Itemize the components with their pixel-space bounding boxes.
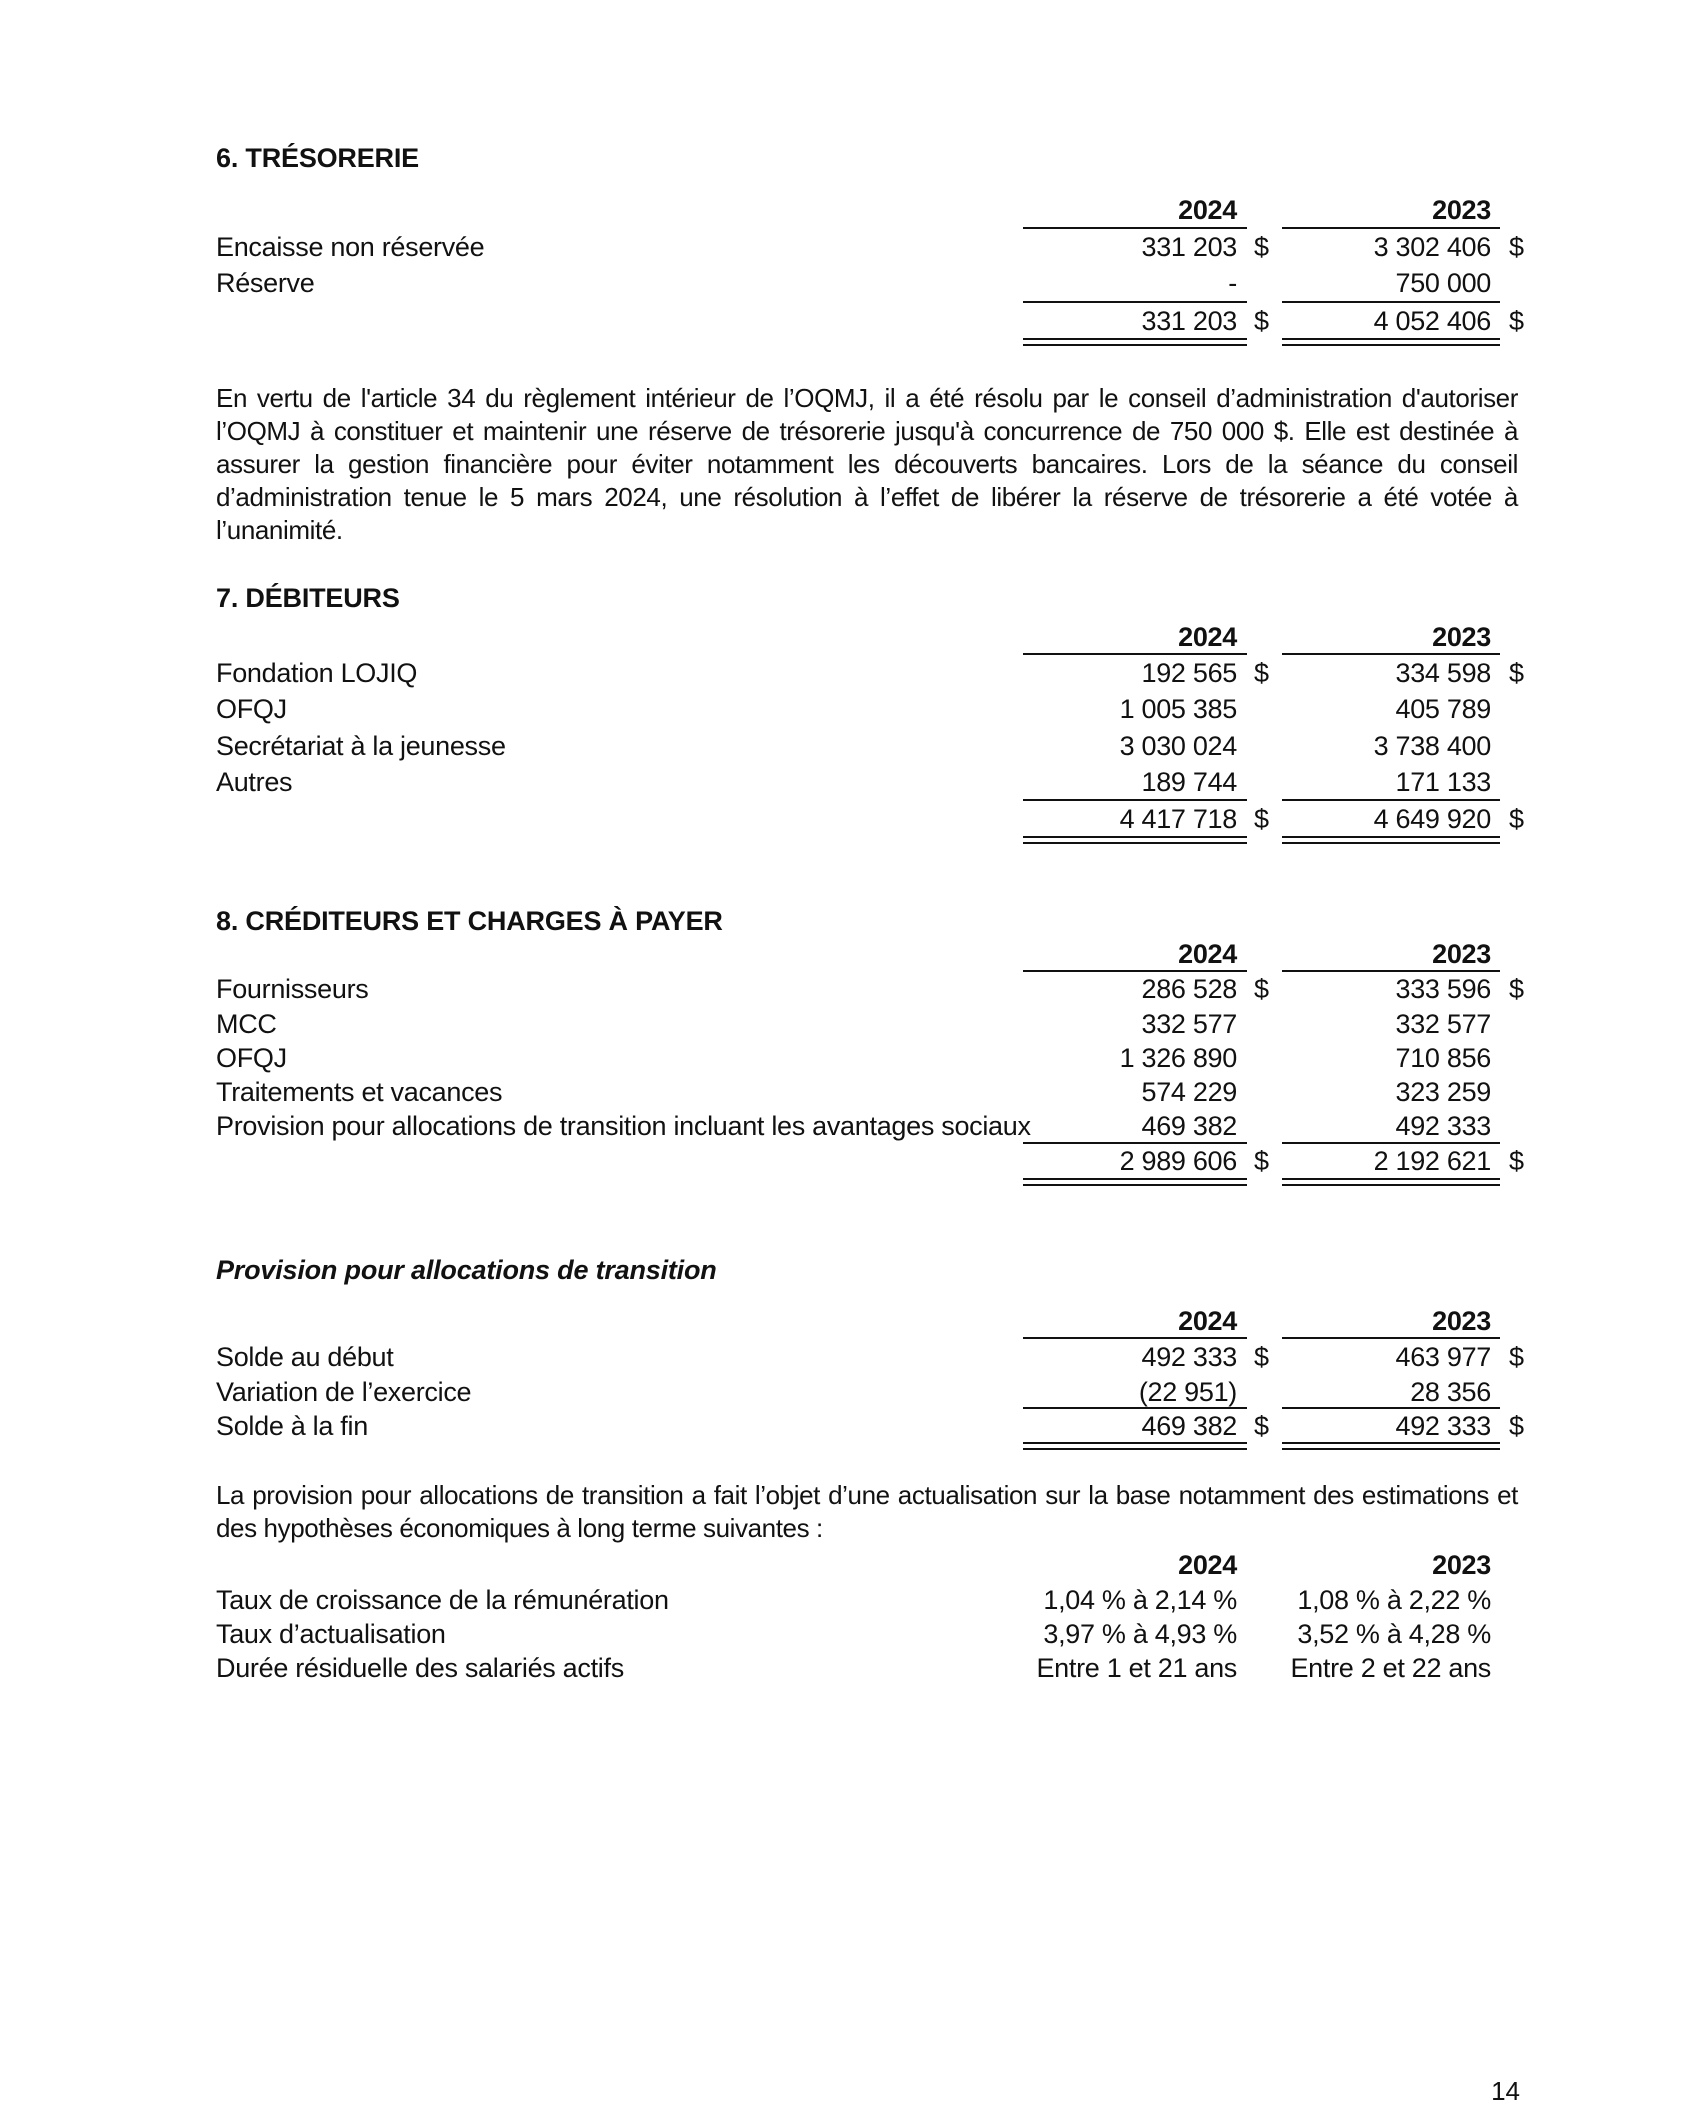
section-7-title: 7. DÉBITEURS [216, 583, 400, 613]
row-label: Fournisseurs [216, 974, 369, 1004]
total-2023: 4 052 406 [1373, 306, 1491, 336]
total-2024: 2 989 606 [1119, 1146, 1237, 1176]
total-2024: 331 203 [1141, 306, 1237, 336]
value-2023: 3,52 % à 4,28 % [1297, 1619, 1491, 1649]
value-2024: 1 005 385 [1119, 694, 1237, 724]
row-label: Taux de croissance de la rémunération [216, 1585, 669, 1615]
year-2024-label: 2024 [1178, 1306, 1237, 1336]
table-row [0, 1583, 1700, 1617]
total-double-rule [1023, 836, 1247, 844]
value-2024: 332 577 [1141, 1009, 1237, 1039]
currency-sign: $ [1254, 1146, 1270, 1176]
currency-sign: $ [1509, 1342, 1525, 1372]
total-double-rule [1282, 338, 1500, 346]
value-2024: 1,04 % à 2,14 % [1043, 1585, 1237, 1615]
value-2023: Entre 2 et 22 ans [1290, 1653, 1491, 1683]
currency-sign: $ [1509, 974, 1525, 1004]
table-row [0, 656, 1700, 690]
value-2024: 331 203 [1141, 232, 1237, 262]
year-2023-label: 2023 [1432, 939, 1491, 969]
total-double-rule [1282, 836, 1500, 844]
year-2024-label: 2024 [1178, 195, 1237, 225]
total-double-rule [1023, 338, 1247, 346]
total-2023: 2 192 621 [1373, 1146, 1491, 1176]
value-2024: 469 382 [1141, 1111, 1237, 1141]
column-rule [1282, 227, 1500, 229]
row-label: Encaisse non réservée [216, 232, 485, 262]
subtotal-rule [1023, 301, 1247, 303]
value-2024: 492 333 [1141, 1342, 1237, 1372]
value-2024: 1 326 890 [1119, 1043, 1237, 1073]
value-2023: 750 000 [1395, 268, 1491, 298]
section-6-header-row [0, 193, 1700, 227]
row-label: Autres [216, 767, 293, 797]
column-rule [1282, 1337, 1500, 1339]
value-2023: 492 333 [1395, 1411, 1491, 1441]
column-rule [1023, 653, 1247, 655]
value-2024: 192 565 [1141, 658, 1237, 688]
value-2024: - [1228, 268, 1237, 298]
subtotal-rule [1023, 799, 1247, 801]
table-row [0, 1375, 1700, 1409]
currency-sign: $ [1509, 306, 1525, 336]
value-2024: 286 528 [1141, 974, 1237, 1004]
table-row [0, 1041, 1700, 1075]
row-label: Taux d’actualisation [216, 1619, 446, 1649]
row-label: Provision pour allocations de transition incluant les avantages sociaux [216, 1111, 1031, 1141]
table-row [0, 1340, 1700, 1374]
year-2023-label: 2023 [1432, 1550, 1491, 1580]
value-2023: 463 977 [1395, 1342, 1491, 1372]
table-row [0, 729, 1700, 763]
currency-sign: $ [1254, 804, 1270, 834]
currency-sign: $ [1254, 232, 1270, 262]
currency-sign: $ [1254, 974, 1270, 1004]
table-row [0, 1651, 1700, 1685]
value-2024: Entre 1 et 21 ans [1036, 1653, 1237, 1683]
row-label: OFQJ [216, 694, 287, 724]
table-row [0, 266, 1700, 300]
value-2023: 332 577 [1395, 1009, 1491, 1039]
total-row [0, 1144, 1700, 1178]
currency-sign: $ [1509, 804, 1525, 834]
currency-sign: $ [1254, 1342, 1270, 1372]
value-2024: (22 951) [1138, 1377, 1237, 1407]
value-2023: 323 259 [1395, 1077, 1491, 1107]
currency-sign: $ [1254, 658, 1270, 688]
row-label: Durée résiduelle des salariés actifs [216, 1653, 624, 1683]
table-row [0, 230, 1700, 264]
section-8-title: 8. CRÉDITEURS ET CHARGES À PAYER [216, 906, 723, 936]
value-2023: 171 133 [1395, 767, 1491, 797]
value-2023: 710 856 [1395, 1043, 1491, 1073]
value-2023: 492 333 [1395, 1111, 1491, 1141]
value-2023: 3 738 400 [1373, 731, 1491, 761]
year-2023-label: 2023 [1432, 622, 1491, 652]
table-row [0, 1075, 1700, 1109]
column-rule [1023, 1337, 1247, 1339]
section-7-header-row [0, 620, 1700, 654]
provision-header-row [0, 1304, 1700, 1338]
total-double-rule [1282, 1442, 1500, 1450]
value-2023: 28 356 [1410, 1377, 1491, 1407]
row-label: OFQJ [216, 1043, 287, 1073]
year-2023-label: 2023 [1432, 195, 1491, 225]
subtotal-rule [1282, 301, 1500, 303]
section-6-title: 6. TRÉSORERIE [216, 143, 419, 173]
currency-sign: $ [1254, 1411, 1270, 1441]
value-2023: 405 789 [1395, 694, 1491, 724]
value-2024: 3,97 % à 4,93 % [1043, 1619, 1237, 1649]
total-2023: 4 649 920 [1373, 804, 1491, 834]
year-2023-label: 2023 [1432, 1306, 1491, 1336]
year-2024-label: 2024 [1178, 1550, 1237, 1580]
currency-sign: $ [1509, 658, 1525, 688]
table-row [0, 1007, 1700, 1041]
assumptions-header-row [0, 1548, 1700, 1582]
table-row [0, 765, 1700, 799]
section-6-paragraph: En vertu de l'article 34 du règlement intérieur de l’OQMJ, il a été résolu par le conseil d’administration d'autoriser l’OQMJ à constituer et maintenir une réserve de trésorerie jusqu'à concurrence de 750 000 $. Elle est destinée à assurer la gestion financière pour éviter notamment les découverts bancaires. Lors de la séance du conseil d’administration tenue le 5 mars 2024, une résolution à l’effet de libérer la réserve de trésorerie a été votée à l’unanimité. [216, 383, 1518, 545]
total-2024: 4 417 718 [1119, 804, 1237, 834]
total-double-rule [1282, 1178, 1500, 1186]
value-2023: 333 596 [1395, 974, 1491, 1004]
table-row [0, 692, 1700, 726]
table-row [0, 1109, 1700, 1143]
currency-sign: $ [1509, 232, 1525, 262]
row-label: Secrétariat à la jeunesse [216, 731, 506, 761]
row-label: Solde à la fin [216, 1411, 368, 1441]
total-double-rule [1023, 1178, 1247, 1186]
currency-sign: $ [1509, 1411, 1525, 1441]
value-2024: 469 382 [1141, 1411, 1237, 1441]
year-2024-label: 2024 [1178, 622, 1237, 652]
row-label: Variation de l’exercice [216, 1377, 472, 1407]
value-2024: 574 229 [1141, 1077, 1237, 1107]
row-label: MCC [216, 1009, 277, 1039]
table-row [0, 972, 1700, 1006]
total-row [0, 304, 1700, 338]
row-label: Traitements et vacances [216, 1077, 503, 1107]
table-row [0, 1409, 1700, 1443]
column-rule [1282, 653, 1500, 655]
section-8-header-row [0, 937, 1700, 971]
currency-sign: $ [1254, 306, 1270, 336]
currency-sign: $ [1509, 1146, 1525, 1176]
column-rule [1023, 227, 1247, 229]
value-2023: 334 598 [1395, 658, 1491, 688]
provision-paragraph: La provision pour allocations de transition a fait l’objet d’une actualisation sur la base notamment des estimations et des hypothèses économiques à long terme suivantes : [216, 1480, 1518, 1543]
total-row [0, 802, 1700, 836]
provision-title: Provision pour allocations de transition [216, 1255, 717, 1285]
row-label: Réserve [216, 268, 315, 298]
value-2023: 1,08 % à 2,22 % [1297, 1585, 1491, 1615]
year-2024-label: 2024 [1178, 939, 1237, 969]
page-number: 14 [1491, 2076, 1520, 2106]
total-double-rule [1023, 1442, 1247, 1450]
row-label: Fondation LOJIQ [216, 658, 418, 688]
value-2023: 3 302 406 [1373, 232, 1491, 262]
table-row [0, 1617, 1700, 1651]
row-label: Solde au début [216, 1342, 394, 1372]
value-2024: 189 744 [1141, 767, 1237, 797]
value-2024: 3 030 024 [1119, 731, 1237, 761]
subtotal-rule [1282, 799, 1500, 801]
